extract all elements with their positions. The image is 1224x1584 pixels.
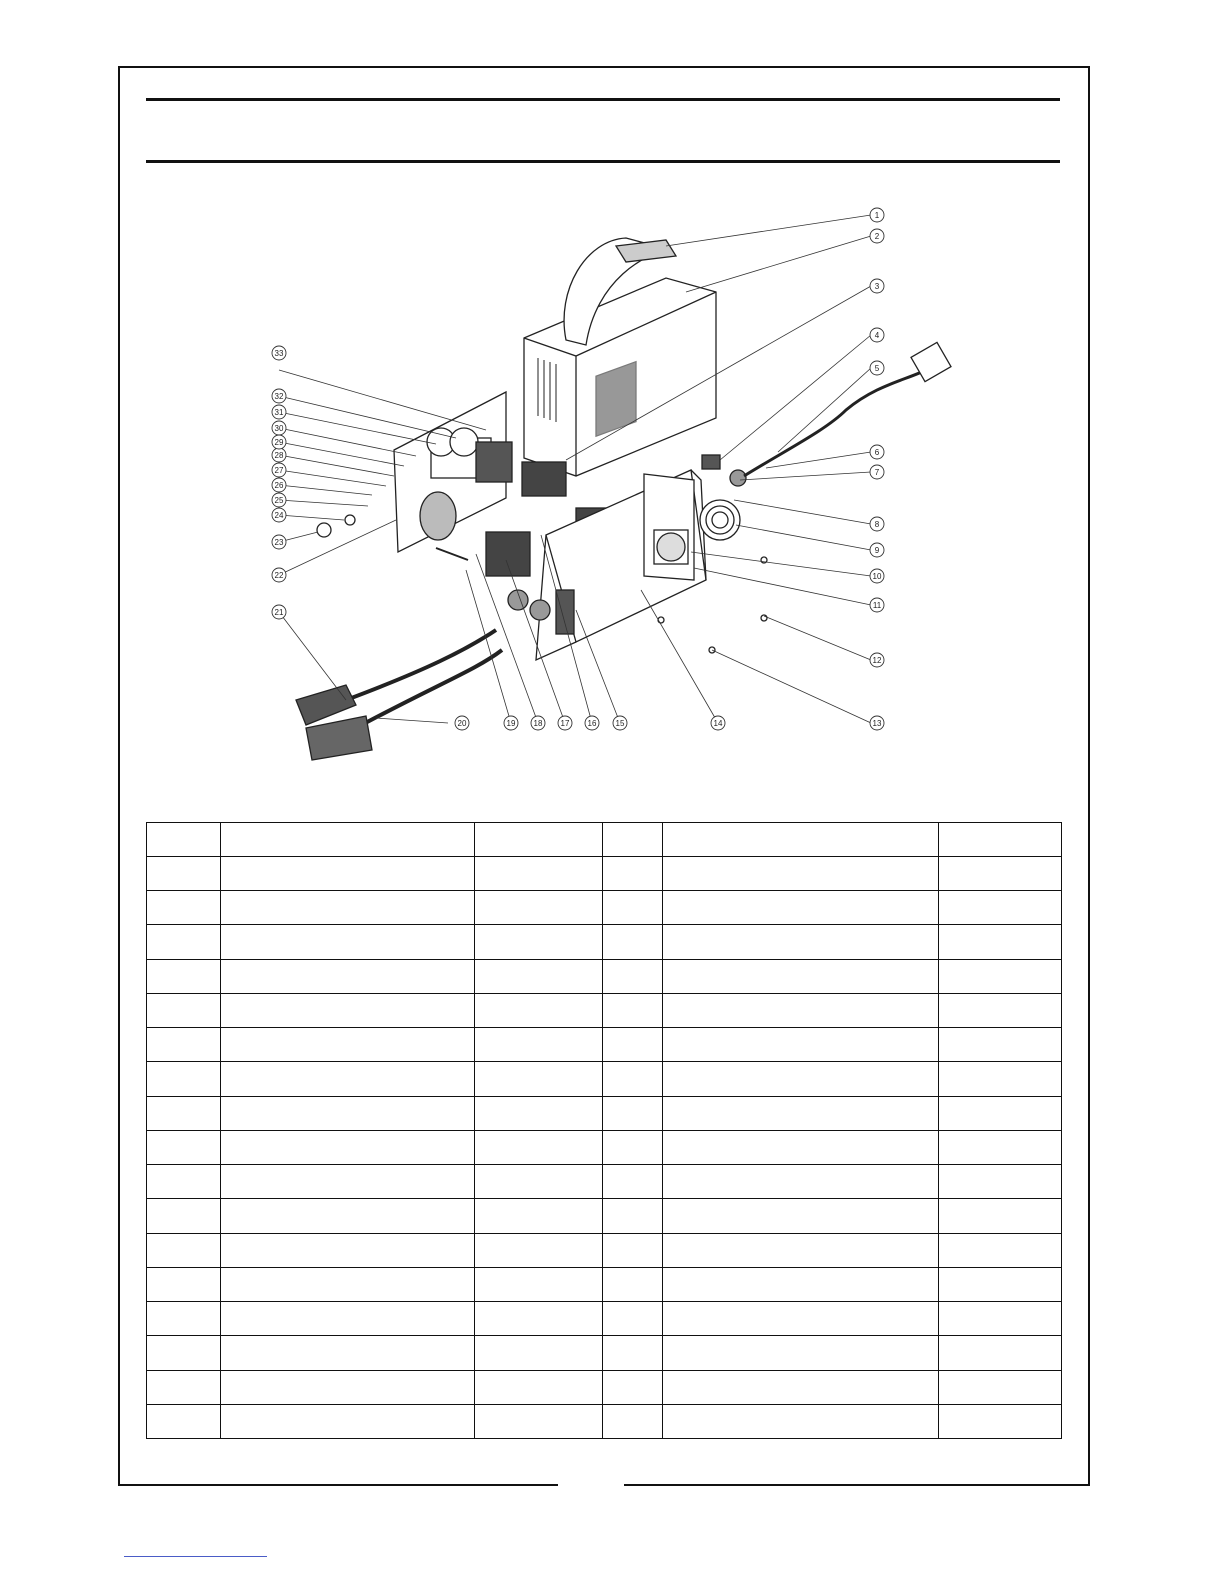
callout-32 [272,389,286,403]
callout-number: 13 [872,719,882,728]
table-cell [221,1267,475,1301]
table-cell [147,891,221,925]
callout-22 [272,568,286,582]
callout-number: 5 [874,364,880,373]
table-row [147,857,1062,891]
table-row [147,1336,1062,1370]
callout-15 [613,716,627,730]
callout-number: 33 [274,349,284,358]
table-cell [221,1165,475,1199]
callout-17 [558,716,572,730]
callout-30 [272,421,286,435]
table-cell [939,891,1062,925]
page-title [146,108,1060,154]
table-cell [939,1062,1062,1096]
callout-number: 14 [713,719,723,728]
callout-27 [272,463,286,477]
table-cell [603,1233,663,1267]
callout-number: 19 [506,719,516,728]
header-rule-top [146,98,1060,101]
callout-1 [870,208,884,222]
frame-bottom-right [624,1484,1090,1486]
mains-plug [911,342,951,381]
table-cell [221,1233,475,1267]
table-cell [147,993,221,1027]
table-cell [663,1028,939,1062]
header-cell [475,823,603,857]
callout-number: 2 [874,232,880,241]
callout-8 [870,517,884,531]
table-row [147,1096,1062,1130]
callout-number: 30 [274,424,284,433]
table-cell [939,1336,1062,1370]
earth-clamp [296,685,356,725]
table-row [147,959,1062,993]
table-row [147,1130,1062,1164]
table-cell [475,1233,603,1267]
callout-number: 16 [587,719,597,728]
table-cell [663,1336,939,1370]
table-cell [663,1370,939,1404]
table-cell [603,891,663,925]
table-cell [147,925,221,959]
table-row [147,925,1062,959]
table-cell [221,1336,475,1370]
callout-16 [585,716,599,730]
callout-33 [272,346,286,360]
table-row [147,1233,1062,1267]
table-cell [939,1199,1062,1233]
table-cell [475,993,603,1027]
callout-number: 8 [874,520,880,529]
table-cell [147,1233,221,1267]
frame-bottom-left [118,1484,558,1486]
table-row [147,1370,1062,1404]
header-rule-bottom [146,160,1060,163]
table-cell [663,993,939,1027]
header-cell [603,823,663,857]
table-cell [475,1267,603,1301]
table-cell [147,1370,221,1404]
table-cell [221,1062,475,1096]
callout-number: 3 [874,282,880,291]
table-cell [939,1302,1062,1336]
callout-number: 7 [874,468,880,477]
table-cell [939,1165,1062,1199]
callout-28 [272,448,286,462]
callout-number: 22 [274,571,284,580]
table-cell [603,1062,663,1096]
table-row [147,1165,1062,1199]
mains-cable [744,370,926,476]
table-cell [221,1028,475,1062]
table-row [147,1062,1062,1096]
table-cell [475,1165,603,1199]
table-cell [147,1096,221,1130]
callout-14 [711,716,725,730]
power-switch [702,455,720,469]
table-cell [603,993,663,1027]
callout-number: 1 [874,211,880,220]
table-cell [147,1404,221,1438]
table-row [147,1267,1062,1301]
table-cell [603,1302,663,1336]
callout-5 [870,361,884,375]
callout-number: 25 [274,496,284,505]
table-row [147,1302,1062,1336]
table-cell [603,1199,663,1233]
header-cell [939,823,1062,857]
table-cell [475,959,603,993]
table-cell [663,1199,939,1233]
callout-number: 26 [274,481,284,490]
header-cell [147,823,221,857]
table-cell [603,1028,663,1062]
table-cell [603,1336,663,1370]
callout-29 [272,435,286,449]
callout-number: 6 [874,448,880,457]
callout-number: 21 [274,608,284,617]
table-cell [663,1404,939,1438]
table-header-row [147,823,1062,857]
table-cell [221,1199,475,1233]
callout-12 [870,653,884,667]
callout-number: 18 [533,719,543,728]
table-cell [939,1028,1062,1062]
callout-number: 29 [274,438,284,447]
table-cell [939,1233,1062,1267]
parts-list-table [146,822,1062,1439]
table-cell [603,925,663,959]
table-cell [475,1096,603,1130]
table-cell [939,1370,1062,1404]
table-cell [147,1130,221,1164]
callout-18 [531,716,545,730]
table-cell [663,1302,939,1336]
callout-31 [272,405,286,419]
callout-24 [272,508,286,522]
table-cell [939,1096,1062,1130]
callout-6 [870,445,884,459]
table-row [147,1404,1062,1438]
callout-4 [870,328,884,342]
table-cell [663,857,939,891]
exploded-parts-diagram [146,180,1060,780]
table-cell [663,1233,939,1267]
header-cell [663,823,939,857]
table-cell [663,1267,939,1301]
callout-number: 20 [457,719,467,728]
table-cell [939,1130,1062,1164]
table-row [147,1199,1062,1233]
table-cell [939,1404,1062,1438]
table-cell [147,857,221,891]
table-cell [147,1199,221,1233]
callout-number: 4 [874,331,880,340]
callout-7 [870,465,884,479]
callout-number: 10 [872,572,882,581]
table-cell [663,891,939,925]
table-cell [475,1130,603,1164]
table-cell [603,857,663,891]
table-cell [939,959,1062,993]
heatsink-lower [486,532,530,576]
table-cell [221,1404,475,1438]
callout-number: 9 [874,546,880,555]
callout-number: 27 [274,466,284,475]
cable-grommet [730,470,746,486]
table-cell [663,959,939,993]
table-cell [603,959,663,993]
callout-20 [455,716,469,730]
callout-number: 28 [274,451,284,460]
welder-drawing [296,238,951,760]
callout-11 [870,598,884,612]
header-cell [221,823,475,857]
table-cell [221,959,475,993]
table-cell [147,959,221,993]
table-cell [939,925,1062,959]
table-cell [475,925,603,959]
callout-number: 31 [274,408,284,417]
table-cell [663,1130,939,1164]
table-cell [663,925,939,959]
table-cell [221,857,475,891]
table-cell [475,1370,603,1404]
welding-lead-1 [346,630,496,700]
table-cell [603,1130,663,1164]
table-cell [475,1062,603,1096]
table-cell [475,1028,603,1062]
table-cell [603,1096,663,1130]
callout-number: 24 [274,511,284,520]
table-cell [475,891,603,925]
table-cell [221,891,475,925]
table-cell [603,1404,663,1438]
table-cell [475,1302,603,1336]
table-cell [147,1028,221,1062]
table-cell [603,1267,663,1301]
table-cell [475,1199,603,1233]
table-row [147,891,1062,925]
table-cell [603,1370,663,1404]
table-cell [603,1165,663,1199]
callout-number: 12 [872,656,882,665]
footer-link-underline[interactable] [124,1556,267,1557]
table-cell [939,857,1062,891]
callout-9 [870,543,884,557]
table-cell [475,1404,603,1438]
table-row [147,1028,1062,1062]
callout-13 [870,716,884,730]
callout-2 [870,229,884,243]
callout-25 [272,493,286,507]
table-cell [221,993,475,1027]
table-cell [147,1165,221,1199]
callout-number: 17 [560,719,570,728]
callout-number: 15 [615,719,625,728]
table-cell [939,1267,1062,1301]
callout-10 [870,569,884,583]
table-cell [663,1062,939,1096]
callout-19 [504,716,518,730]
callout-26 [272,478,286,492]
table-cell [221,1302,475,1336]
table-cell [221,925,475,959]
callout-number: 32 [274,392,284,401]
callout-3 [870,279,884,293]
callout-23 [272,535,286,549]
table-cell [221,1130,475,1164]
table-cell [147,1302,221,1336]
callout-number: 23 [274,538,284,547]
table-cell [475,857,603,891]
table-cell [221,1370,475,1404]
table-cell [663,1096,939,1130]
table-row [147,993,1062,1027]
table-cell [147,1267,221,1301]
table-cell [475,1336,603,1370]
table-cell [147,1336,221,1370]
callout-number: 11 [872,601,882,610]
electrode-holder [306,716,372,760]
table-cell [939,993,1062,1027]
table-cell [663,1165,939,1199]
table-cell [147,1062,221,1096]
table-cell [221,1096,475,1130]
heatsink-upper [522,462,566,496]
callout-21 [272,605,286,619]
